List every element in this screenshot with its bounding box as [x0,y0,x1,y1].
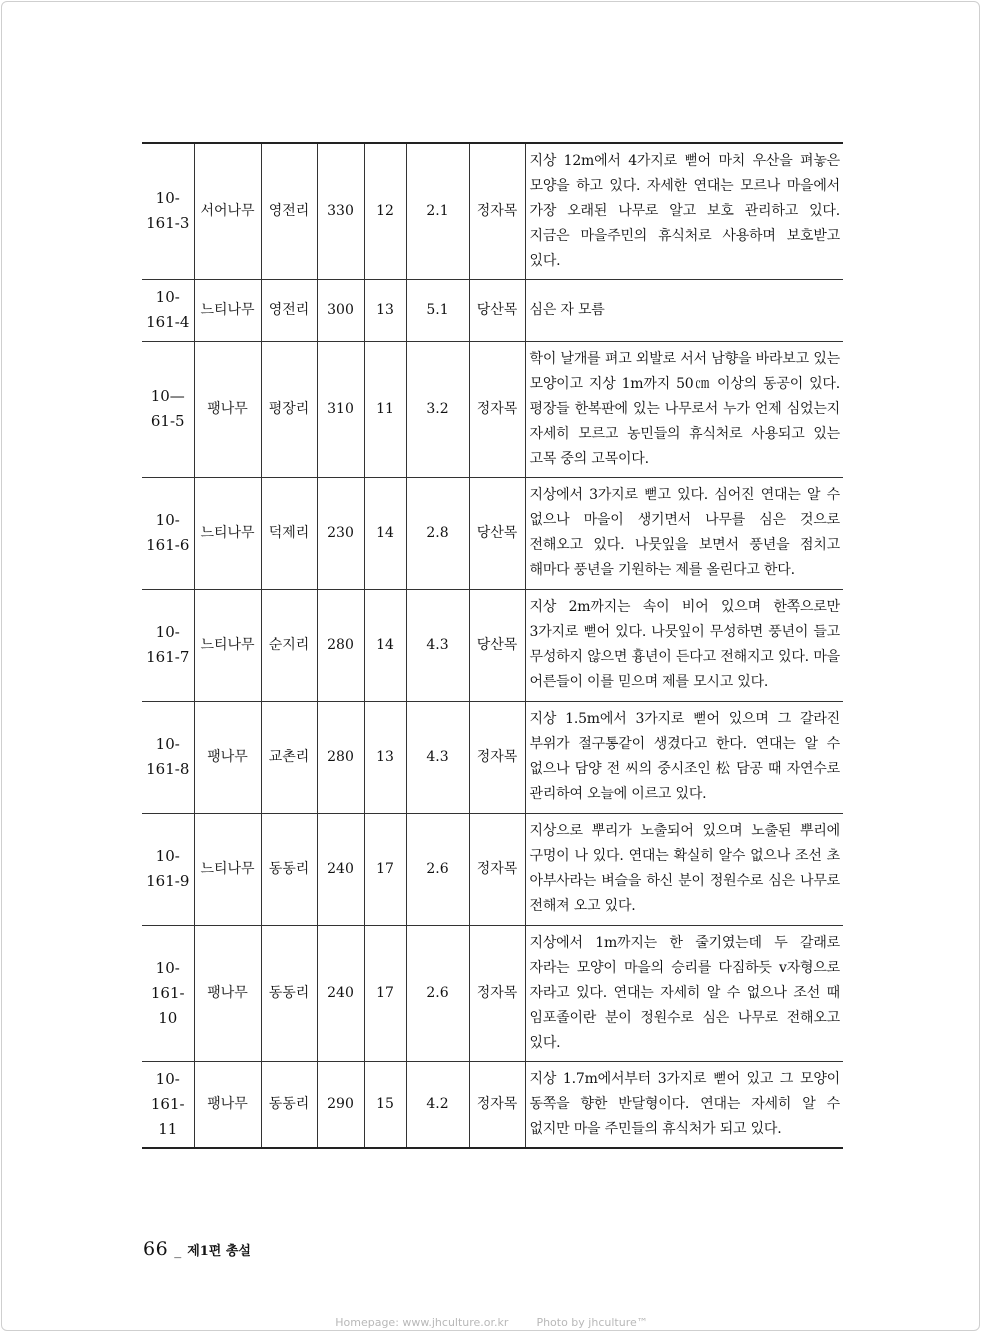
location-cell: 순지리 [261,589,317,701]
table-row [142,279,843,341]
description-cell: 지상에서 3가지로 뻗고 있다. 심어진 연대는 알 수 없으나 마을이 생기면서 나무를 심은 것으로 전해오고 있다. 나뭇잎을 보면서 풍년을 점치고 해마다 풍년을 기원하는 제를 올린다고 한다. [525,477,843,589]
species-cell: 서어나무 [194,143,261,279]
table-row [142,143,843,279]
age-cell: 300 [317,279,364,341]
age-cell: 230 [317,477,364,589]
tree-type-cell: 당산목 [469,589,525,701]
age-cell: 330 [317,143,364,279]
girth-cell: 2.1 [406,143,469,279]
height-cell: 14 [364,477,406,589]
table-row [142,925,843,1061]
row-id: 10- 161-7 [142,589,194,701]
girth-cell: 4.2 [406,1061,469,1148]
height-cell: 13 [364,701,406,813]
age-cell: 240 [317,925,364,1061]
location-cell: 동동리 [261,813,317,925]
tree-type-cell: 정자목 [469,143,525,279]
location-cell: 동동리 [261,1061,317,1148]
tree-type-cell: 당산목 [469,477,525,589]
tree-type-cell: 정자목 [469,925,525,1061]
tree-type-cell: 정자목 [469,701,525,813]
table-body [142,143,843,1148]
row-id: 10- 161-4 [142,279,194,341]
age-cell: 240 [317,813,364,925]
footer-separator: _ [174,1243,182,1259]
homepage-credit: Homepage: www.jhculture.or.kr [335,1316,509,1329]
description-cell: 지상 2m까지는 속이 비어 있으며 한쪽으로만 3가지로 뻗어 있다. 나뭇잎이 무성하면 풍년이 들고 무성하지 않으면 흉년이 든다고 전해지고 있다. 마을 어른들이 이를 믿으며 제를 모시고 있다. [525,589,843,701]
tree-type-cell: 정자목 [469,1061,525,1148]
girth-cell: 2.6 [406,925,469,1061]
height-cell: 17 [364,813,406,925]
height-cell: 15 [364,1061,406,1148]
tree-type-cell: 정자목 [469,341,525,477]
species-cell: 느티나무 [194,589,261,701]
species-cell: 팽나무 [194,1061,261,1148]
species-cell: 느티나무 [194,279,261,341]
age-cell: 290 [317,1061,364,1148]
table-row [142,341,843,477]
photo-credit: Photo by jhculture™ [536,1316,648,1329]
table-row [142,701,843,813]
credit-line [0,1316,983,1329]
description-cell: 심은 자 모름 [525,279,843,341]
height-cell: 17 [364,925,406,1061]
page-footer [143,1238,251,1260]
location-cell: 영전리 [261,143,317,279]
description-cell: 지상으로 뿌리가 노출되어 있으며 노출된 뿌리에 구멍이 나 있다. 연대는 확실히 알수 없으나 조선 초 아부사라는 벼슬을 하신 분이 정원수로 심은 나무로 전해져 오고 있다. [525,813,843,925]
species-cell: 팽나무 [194,341,261,477]
row-id: 10- 161- 10 [142,925,194,1061]
row-id: 10- 161-3 [142,143,194,279]
height-cell: 11 [364,341,406,477]
page-number: 66 [143,1238,169,1260]
table-row [142,1061,843,1148]
description-cell: 학이 날개를 펴고 외발로 서서 남향을 바라보고 있는 모양이고 지상 1m까지 50㎝ 이상의 동공이 있다. 평장들 한복판에 있는 나무로서 누가 언제 심었는지 자세히 모르고 농민들의 휴식처로 사용되고 있는 고목 중의 고목이다. [525,341,843,477]
height-cell: 13 [364,279,406,341]
age-cell: 280 [317,701,364,813]
girth-cell: 5.1 [406,279,469,341]
species-cell: 느티나무 [194,477,261,589]
description-cell: 지상 1.7m에서부터 3가지로 뻗어 있고 그 모양이 동쪽을 향한 반달형이다. 연대는 자세히 알 수 없지만 마을 주민들의 휴식처가 되고 있다. [525,1061,843,1148]
girth-cell: 2.8 [406,477,469,589]
description-cell: 지상 12m에서 4가지로 뻗어 마치 우산을 펴놓은 모양을 하고 있다. 자세한 연대는 모르나 마을에서 가장 오래된 나무로 알고 보호 관리하고 있다. 지금은 마을주민의 휴식처로 사용하며 보호받고 있다. [525,143,843,279]
age-cell: 280 [317,589,364,701]
species-cell: 팽나무 [194,925,261,1061]
species-cell: 팽나무 [194,701,261,813]
row-id: 10- 161-9 [142,813,194,925]
location-cell: 덕제리 [261,477,317,589]
table-row [142,813,843,925]
age-cell: 310 [317,341,364,477]
location-cell: 영전리 [261,279,317,341]
girth-cell: 2.6 [406,813,469,925]
table-row [142,477,843,589]
girth-cell: 4.3 [406,701,469,813]
row-id: 10- 161- 11 [142,1061,194,1148]
row-id: 10- 161-6 [142,477,194,589]
chapter-title: 제1편 총설 [187,1244,251,1259]
height-cell: 12 [364,143,406,279]
row-id: 10— 61-5 [142,341,194,477]
girth-cell: 3.2 [406,341,469,477]
description-cell: 지상에서 1m까지는 한 줄기였는데 두 갈래로 자라는 모양이 마을의 승리를 다짐하듯 v자형으로 자라고 있다. 연대는 자세히 알 수 없으나 조선 때 임포졸이란 분이 정원수로 심은 나무로 전해오고 있다. [525,925,843,1061]
tree-type-cell: 정자목 [469,813,525,925]
tree-type-cell: 당산목 [469,279,525,341]
description-cell: 지상 1.5m에서 3가지로 뻗어 있으며 그 갈라진 부위가 절구통같이 생겼다고 한다. 연대는 알 수 없으나 담양 전 씨의 중시조인 松 담공 때 자연수로 관리하여 오늘에 이르고 있다. [525,701,843,813]
location-cell: 평장리 [261,341,317,477]
protected-tree-table [142,142,843,1149]
table-row [142,589,843,701]
species-cell: 느티나무 [194,813,261,925]
row-id: 10- 161-8 [142,701,194,813]
height-cell: 14 [364,589,406,701]
girth-cell: 4.3 [406,589,469,701]
location-cell: 동동리 [261,925,317,1061]
location-cell: 교촌리 [261,701,317,813]
